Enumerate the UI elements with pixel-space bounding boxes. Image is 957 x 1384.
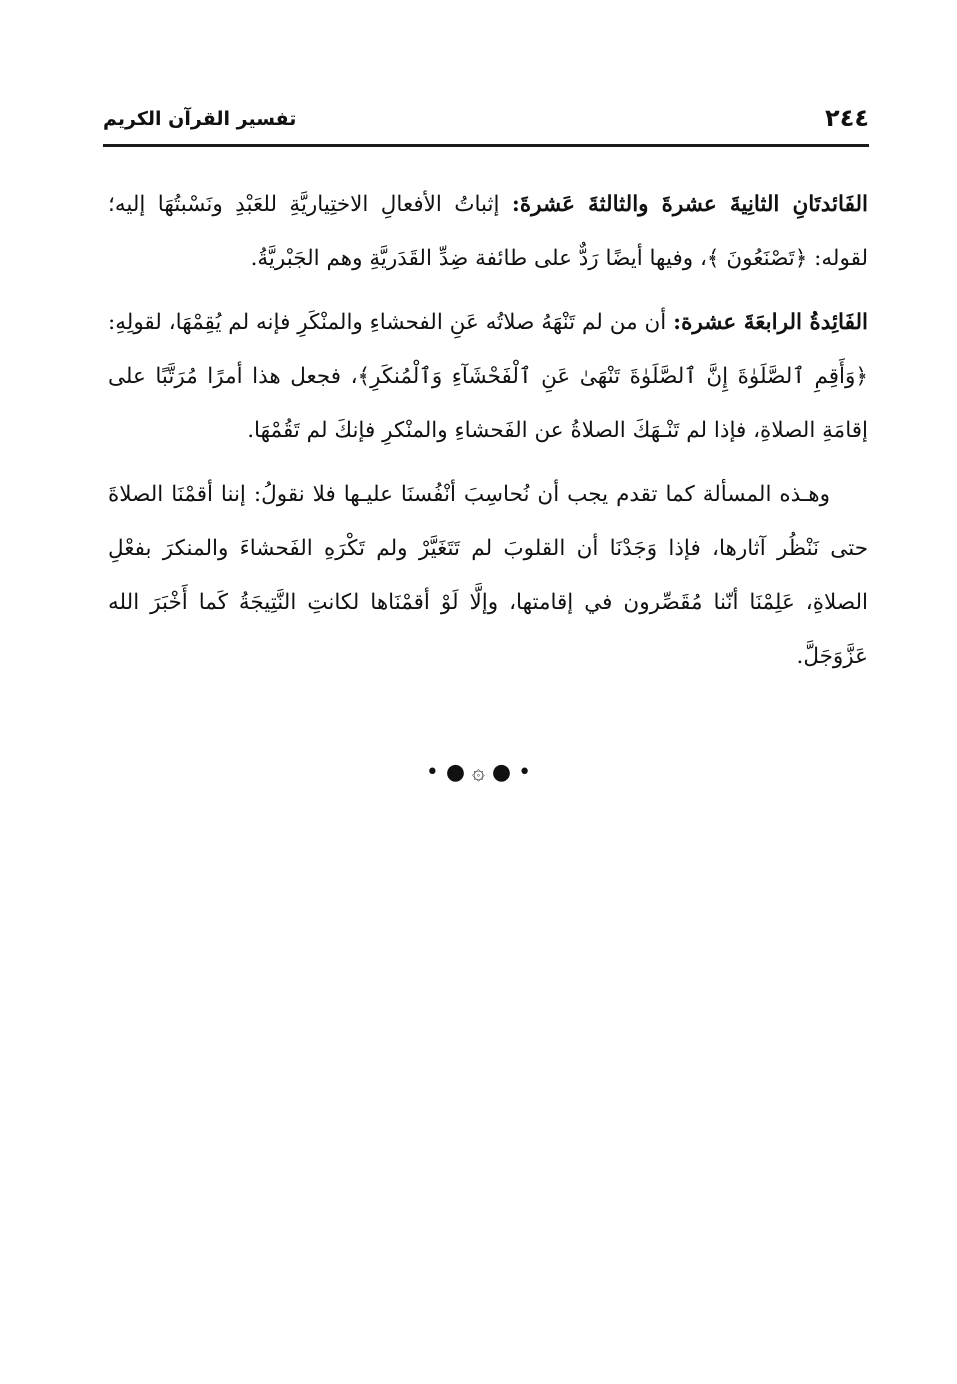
paragraph-benefit-14 bbox=[108, 296, 868, 458]
paragraph-self-accountability bbox=[108, 468, 868, 684]
paragraph-benefits-12-13 bbox=[108, 178, 868, 286]
page-number: ٢٤٤ bbox=[825, 104, 869, 132]
book-title: تفسير القرآن الكريم bbox=[103, 108, 297, 130]
paragraph-heading: الفَائِدةُ الرابعَةَ عشرة: bbox=[673, 310, 868, 335]
paragraph-text: وهـذه المسألة كما تقدم يجب أن نُحاسِبَ أنْفُسنَا عليـها فلا نقولُ: إننا أقمْنَا الصلاةَ حتى نَنْظُر آثارها، فإذا وَجَدْنَا أن القلوبَ لم تَتَغَيَّرْ ولم تَكْرَهِ الفَحشاءَ والمنكرَ بفعْلِ الصلاةِ، عَلِمْنَا أنّنا مُقَصِّرون في إقامتها، وإلَّا لَوْ أقمْنَاها لكانتِ النَّتِيجَةُ كَما أَخْبَرَ الله عَزَّوَجَلَّ. bbox=[108, 482, 868, 669]
paragraph-text: إثباتُ الأفعالِ الاختِياريَّةِ للعَبْدِ ونَسْبتُهَا إليه؛ لقوله: ﴿تَصْنَعُونَ ﴾، وفيها أيضًا رَدٌّ على طائفة ضِدِّ القَدَريَّةِ وهم الجَبْريَّةُ. bbox=[108, 192, 868, 271]
page-header bbox=[103, 100, 869, 147]
paragraph-text: أن من لم تَنْهَهُ صلاتُه عَنِ الفحشاءِ والمنْكَرِ فإنه لم يُقِمْهَا، لقولِهِ: ﴿وَأَقِمِ ٱلصَّلَوٰةَ إِنَّ ٱلصَّلَوٰةَ تَنْهَىٰ عَنِ ٱلْفَحْشَآءِ وَٱلْمُنكَرِ﴾، فجعل هذا أمرًا مُرَتَّبًا على إقامَةِ الصلاةِ، فإذا لم تَنْـهَكَ الصلاةُ عن الفَحشاءِ والمنْكرِ فإنكَ لم تَقُمْهَا. bbox=[108, 310, 868, 443]
section-end-ornament: • ● ۞ ● • bbox=[425, 760, 532, 785]
paragraph-heading: الفَائدتَانِ الثانِيةَ عشرةَ والثالثةَ عَشرةَ: bbox=[511, 192, 868, 217]
page-body bbox=[108, 178, 868, 694]
